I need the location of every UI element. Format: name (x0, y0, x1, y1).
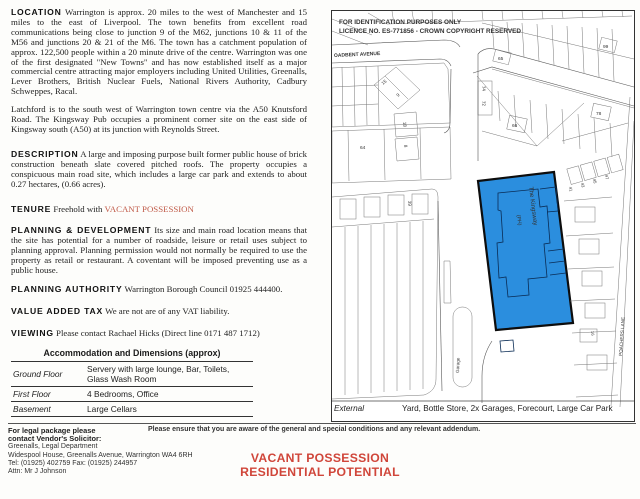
viewing-heading: VIEWING (11, 327, 54, 338)
description-heading: DESCRIPTION (11, 148, 79, 159)
external-row (334, 404, 640, 413)
location-paragraph-2 (11, 105, 307, 135)
map-disclaimer-line2: LICENCE NO. ES-771856 - CROWN COPYRIGHT RESERVED (339, 28, 522, 35)
table-row (11, 361, 253, 386)
row-label-basement: Basement (11, 401, 85, 416)
row-value-external: Yard, Bottle Store, 2x Garages, Forecourt, Large Car Park (402, 404, 613, 413)
map-parcels-lower-left (332, 189, 438, 399)
plot-number: 43 (580, 182, 586, 188)
map-disclaimer-line1: FOR IDENTIFICATION PURPOSES ONLY (339, 19, 462, 26)
plot-number: 8 (403, 144, 409, 148)
location-text-1: Warrington is approx. 20 miles to the west of Manchester and 15 miles to the east of Liverpool. The town benefits from excellent road communications being close to junction 9 of the M62, junctions 10 & 11 of the M56 and junctions 20 & 21 of the M6. The town has a catchment population of approx. 122,500 people within a 20 minute drive of the centre. Warrington was one of the first designated "New Towns" and has now established itself as a major commercial centre attracting major employers including United Utilities, Greenalls, Lever Brothers, British Nuclear Fuels, National Rivers Authority, Cadbury Schweppes, Racal. (11, 7, 307, 97)
accommodation-table (11, 348, 253, 417)
viewing-line (11, 329, 307, 339)
garage-label: Garage (455, 357, 461, 374)
accommodation-title: Accommodation and Dimensions (approx) (43, 347, 221, 358)
footer-divider (8, 423, 636, 424)
tenure-highlight: VACANT POSSESSION (104, 203, 194, 214)
headline-banner (225, 452, 415, 479)
planning-authority-heading: PLANNING AUTHORITY (11, 283, 123, 294)
site-plan-map (331, 10, 635, 422)
legal-heading-line2: contact Vendor's Solicitor: (8, 434, 102, 444)
plot-number: 78 (596, 112, 602, 117)
plot-number: 41 (568, 186, 574, 192)
row-value-basement: Large Cellars (85, 401, 253, 416)
highlighted-property (478, 172, 573, 352)
plot-number: 72 (481, 100, 487, 107)
table-row (11, 386, 253, 401)
vat-heading: VALUE ADDED TAX (11, 305, 104, 316)
legal-line-department: Greenalls, Legal Department (8, 443, 98, 451)
row-value-first-floor: 4 Bedrooms, Office (85, 386, 253, 401)
plot-number: 65 (498, 57, 504, 62)
plot-number: 9 (395, 92, 401, 98)
tenure-heading: TENURE (11, 203, 52, 214)
conditions-notice: Please ensure that you are aware of the general and special conditions and any relevant addendum. (148, 426, 481, 433)
viewing-text: Please contact Rachael Hicks (Direct line 0171 487 1712) (56, 327, 260, 338)
row-label-external: External (334, 404, 365, 413)
location-paragraph (11, 8, 307, 97)
legal-line-attn: Attn: Mr J Johnson (8, 468, 67, 476)
map-parcels-mid-right (477, 69, 634, 157)
plot-number: 16 (590, 330, 596, 336)
broadbent-avenue-label: OADBENT AVENUE (333, 50, 381, 59)
legal-heading-line1: For legal package please (8, 426, 96, 435)
plot-number: 74 (481, 85, 487, 92)
row-value-ground-floor: Servery with large lounge, Bar, Toilets, Glass Wash Room (85, 361, 253, 386)
legal-line-address: Widespool House, Greenalls Avenue, Warrington WA4 6RH (8, 451, 193, 459)
row-label-first-floor: First Floor (11, 386, 85, 401)
planning-authority-line (11, 285, 307, 295)
location-heading: LOCATION (11, 7, 62, 17)
map-parcels-upper-left (332, 63, 451, 183)
property-label: The Kingsway (527, 186, 539, 226)
tenure-text: Freehold with (53, 203, 105, 214)
location-text-2: Latchford is to the south west of Warrington town centre via the A50 Knutsford Road. The Kingsway Pub occupies a prominent corner site on the east side of Kingsway south (A50) at its junction with Reynolds Street. (11, 104, 307, 134)
description-paragraph (11, 150, 307, 190)
planning-authority-text: Warrington Borough Council 01925 444400. (124, 283, 283, 294)
table-row (11, 401, 253, 416)
plot-number: 15 (380, 78, 388, 86)
poachers-lane-label: POACHERS LANE (618, 316, 626, 357)
tenure-line (11, 205, 307, 215)
description-text: A large and imposing purpose built former public house of brick construction beneath slate covered pitched roofs. The property occupies a conspicuous main road site, which includes a large car park and extends to about 0.27 hectares, (0.66 acres). (11, 148, 307, 189)
banner-line-possession: VACANT POSSESSION (250, 451, 390, 465)
property-boundary (478, 172, 573, 330)
vat-line (11, 307, 307, 317)
planning-development-heading: PLANNING & DEVELOPMENT (11, 225, 152, 236)
banner-line-potential: RESIDENTIAL POTENTIAL (240, 464, 400, 479)
row-label-ground-floor: Ground Floor (11, 361, 85, 386)
planning-development-paragraph (11, 226, 307, 276)
property-label-ph: (PH) (515, 214, 523, 226)
planning-development-text: Its size and main road location means that the site has potential for a number of roadside, leisure or retail uses subject to planning approval. Planning permission would not normally be required to use the property as retail or restaurant. A coventant will be imposed preventing use as a public house. (11, 225, 308, 276)
plot-number: 66 (512, 124, 518, 129)
plot-number: 18 (402, 121, 408, 128)
plot-number: 99 (603, 45, 609, 50)
legal-line-phone: Tel: (01925) 402759 Fax: (01925) 244957 (8, 459, 138, 467)
plot-number: 47 (604, 174, 610, 180)
map-parcels-poachers (562, 97, 634, 407)
details-column (11, 8, 307, 417)
plot-number: 45 (592, 178, 598, 184)
legal-contact-block (8, 427, 208, 476)
vat-text: We are not are of any VAT liability. (105, 305, 230, 316)
plot-number: 64 (360, 146, 366, 151)
plot-number: 39 (407, 200, 413, 207)
